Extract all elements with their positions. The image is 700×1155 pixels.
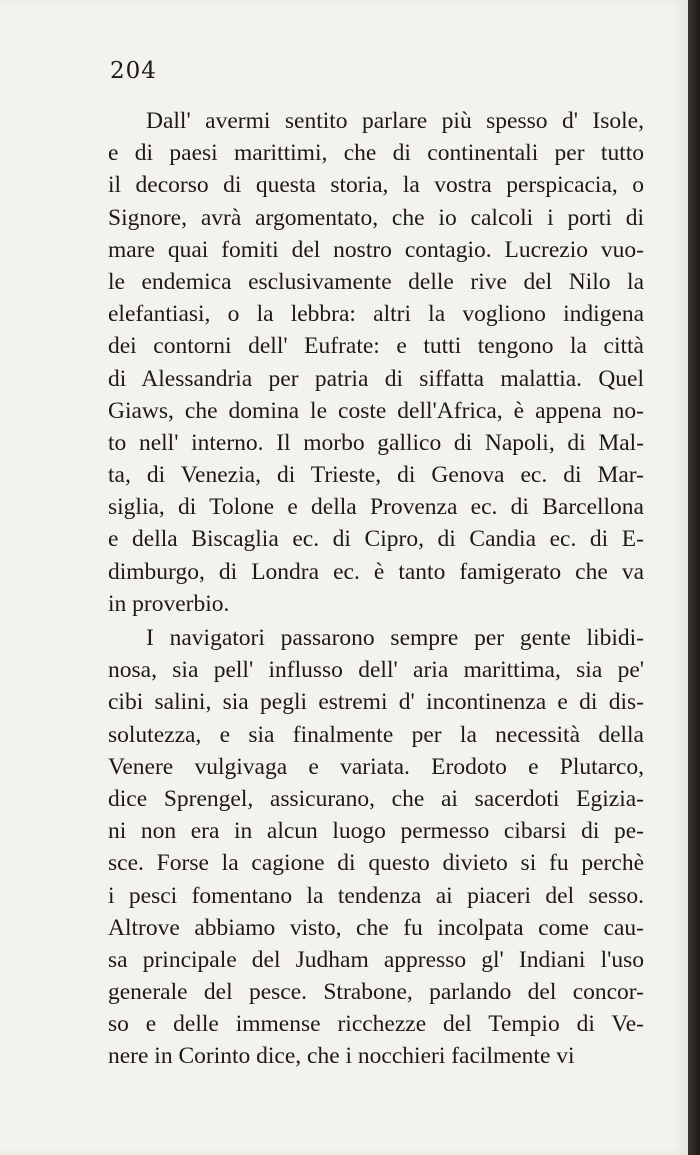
text-line: dice Sprengel, assicurano, che ai sacerdoti Egizia-	[108, 785, 644, 812]
text-line: nosa, sia pell' influsso dell' aria marittima, sia pe'	[108, 657, 644, 684]
text-line: dimburgo, di Londra ec. è tanto famigerato che va	[108, 558, 644, 585]
text-line: so e delle immense ricchezze del Tempio di Ve-	[108, 1011, 644, 1038]
text-line: Altrove abbiamo visto, che fu incolpata come cau-	[108, 914, 644, 941]
text-line: mare quai fomiti del nostro contagio. Lucrezio vuo-	[108, 236, 644, 263]
text-line: di Alessandria per patria di siffatta malattia. Quel	[108, 365, 644, 392]
text-line: i pesci fomentano la tendenza ai piaceri del sesso.	[108, 882, 644, 909]
text-line: e della Biscaglia ec. di Cipro, di Candia ec. di E-	[108, 526, 644, 553]
text-line: le endemica esclusivamente delle rive del Nilo la	[108, 268, 644, 295]
paragraph	[108, 105, 644, 620]
text-line: sce. Forse la cagione di questo divieto si fu perchè	[108, 850, 644, 877]
text-line: il decorso di questa storia, la vostra perspicacia, o	[108, 172, 644, 199]
text-line: e di paesi marittimi, che di continentali per tutto	[108, 140, 644, 167]
text-line: Giaws, che domina le coste dell'Africa, è appena no-	[108, 397, 644, 424]
body-text	[108, 105, 644, 1073]
text-line: in proverbio.	[108, 590, 230, 617]
text-line: cibi salini, sia pegli estremi d' incontinenza e di dis-	[108, 689, 644, 716]
page-number: 204	[110, 58, 157, 84]
text-line: Dall' avermi sentito parlare più spesso d' Isole,	[146, 108, 644, 134]
text-line: to nell' interno. Il morbo gallico di Napoli, di Mal-	[108, 429, 644, 456]
text-line: elefantiasi, o la lebbra: altri la vogliono indigena	[108, 301, 644, 328]
text-line: siglia, di Tolone e della Provenza ec. di Barcellona	[108, 494, 644, 521]
text-line: dei contorni dell' Eufrate: e tutti tengono la città	[108, 333, 644, 360]
text-line: ni non era in alcun luogo permesso cibarsi di pe-	[108, 818, 644, 845]
text-line: solutezza, e sia finalmente per la necessità della	[108, 721, 644, 748]
page-edge	[688, 0, 700, 1155]
text-line: I navigatori passarono sempre per gente libidi-	[146, 625, 644, 651]
text-line: sa principale del Judham appresso gl' Indiani l'uso	[108, 946, 644, 973]
text-line: ta, di Venezia, di Trieste, di Genova ec. di Mar-	[108, 462, 644, 489]
text-line: nere in Corinto dice, che i nocchieri facilmente vi	[108, 1043, 575, 1070]
text-line: Venere vulgivaga e variata. Erodoto e Plutarco,	[108, 753, 644, 780]
text-line: generale del pesce. Strabone, parlando del concor-	[108, 979, 644, 1006]
paragraph	[108, 622, 644, 1073]
text-line: Signore, avrà argomentato, che io calcoli i porti di	[108, 204, 644, 231]
